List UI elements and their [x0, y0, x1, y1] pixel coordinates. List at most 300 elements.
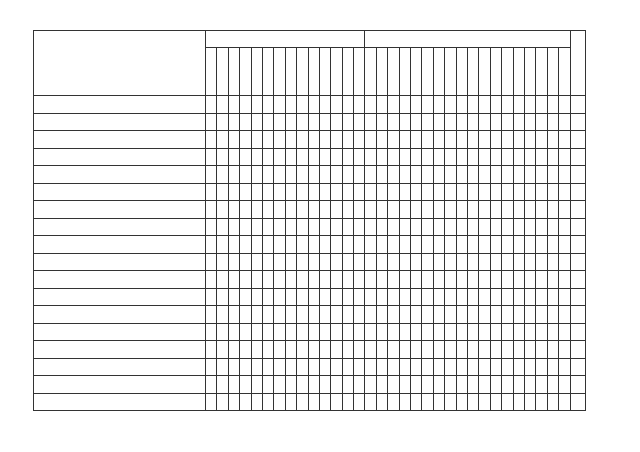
attendance-cell	[513, 131, 524, 149]
attendance-cell	[422, 131, 433, 149]
attendance-cell	[502, 358, 513, 376]
attendance-cell	[342, 218, 353, 236]
attendance-cell	[479, 271, 490, 289]
visitor-initial	[456, 48, 467, 65]
attendance-cell	[331, 306, 342, 324]
attendance-cell	[376, 376, 387, 394]
attendance-cell	[342, 271, 353, 289]
attendance-cell	[536, 358, 547, 376]
attendance-cell	[490, 288, 501, 306]
attendance-cell	[365, 218, 376, 236]
member-initial	[274, 48, 285, 65]
attendance-cell	[388, 218, 399, 236]
attendance-cell	[274, 201, 285, 219]
attendance-cell	[399, 288, 410, 306]
attendance-cell	[502, 218, 513, 236]
period-label	[34, 31, 206, 48]
attendance-cell	[297, 131, 308, 149]
attendance-cell	[490, 201, 501, 219]
row-label	[34, 218, 206, 236]
visitor-initial	[490, 79, 501, 96]
attendance-cell	[240, 96, 251, 114]
visitor-initial	[479, 48, 490, 65]
visitor-initial	[536, 64, 547, 79]
row-label	[34, 376, 206, 394]
attendance-cell	[206, 236, 217, 254]
attendance-cell	[513, 236, 524, 254]
attendance-cell	[536, 201, 547, 219]
attendance-cell	[467, 323, 478, 341]
attendance-cell	[433, 113, 444, 131]
attendance-cell	[467, 253, 478, 271]
attendance-cell	[490, 341, 501, 359]
attendance-cell	[399, 183, 410, 201]
row-total	[570, 306, 585, 324]
attendance-cell	[228, 166, 239, 184]
attendance-cell	[445, 253, 456, 271]
attendance-cell	[262, 148, 273, 166]
attendance-cell	[285, 306, 296, 324]
member-initial	[262, 48, 273, 65]
visitor-initial	[433, 64, 444, 79]
attendance-cell	[376, 341, 387, 359]
attendance-cell	[411, 96, 422, 114]
member-initial	[262, 64, 273, 79]
attendance-cell	[342, 288, 353, 306]
row-total	[570, 253, 585, 271]
row-label	[34, 288, 206, 306]
attendance-cell	[536, 218, 547, 236]
visitor-initial	[376, 64, 387, 79]
visitor-initial	[513, 48, 524, 65]
attendance-cell	[206, 323, 217, 341]
row-total	[570, 131, 585, 149]
visitor-initial	[376, 79, 387, 96]
member-initial	[274, 64, 285, 79]
attendance-cell	[251, 376, 262, 394]
attendance-cell	[479, 96, 490, 114]
attendance-cell	[399, 113, 410, 131]
attendance-cell	[411, 253, 422, 271]
attendance-cell	[513, 148, 524, 166]
member-initial	[240, 79, 251, 96]
attendance-cell	[308, 358, 319, 376]
attendance-cell	[502, 393, 513, 411]
attendance-cell	[354, 323, 365, 341]
attendance-cell	[342, 166, 353, 184]
attendance-cell	[513, 341, 524, 359]
attendance-cell	[524, 96, 535, 114]
attendance-cell	[331, 253, 342, 271]
attendance-cell	[399, 323, 410, 341]
attendance-cell	[262, 253, 273, 271]
row-total	[570, 201, 585, 219]
attendance-cell	[445, 358, 456, 376]
attendance-cell	[331, 323, 342, 341]
attendance-cell	[422, 183, 433, 201]
visitor-initial	[524, 79, 535, 96]
attendance-cell	[331, 341, 342, 359]
attendance-cell	[365, 341, 376, 359]
attendance-cell	[479, 376, 490, 394]
attendance-cell	[456, 341, 467, 359]
attendance-cell	[251, 131, 262, 149]
total-header	[570, 31, 585, 65]
attendance-cell	[206, 288, 217, 306]
attendance-cell	[559, 218, 570, 236]
meeting-row	[34, 148, 586, 166]
attendance-cell	[399, 358, 410, 376]
attendance-cell	[206, 306, 217, 324]
row-label	[34, 148, 206, 166]
attendance-cell	[319, 253, 330, 271]
attendance-cell	[547, 341, 558, 359]
attendance-cell	[547, 288, 558, 306]
attendance-cell	[331, 288, 342, 306]
member-initial	[308, 48, 319, 65]
attendance-cell	[388, 148, 399, 166]
attendance-cell	[285, 376, 296, 394]
member-initial	[217, 79, 228, 96]
attendance-cell	[217, 183, 228, 201]
visitor-initial	[422, 79, 433, 96]
attendance-cell	[399, 271, 410, 289]
attendance-cell	[479, 218, 490, 236]
attendance-cell	[319, 393, 330, 411]
attendance-cell	[297, 271, 308, 289]
row-total	[570, 358, 585, 376]
visitor-initial	[365, 48, 376, 65]
visitor-initial	[547, 64, 558, 79]
attendance-cell	[559, 393, 570, 411]
attendance-cell	[399, 376, 410, 394]
attendance-cell	[399, 201, 410, 219]
attendance-cell	[206, 166, 217, 184]
attendance-cell	[331, 96, 342, 114]
row-label	[34, 393, 206, 411]
attendance-cell	[251, 113, 262, 131]
attendance-cell	[433, 376, 444, 394]
attendance-cell	[251, 148, 262, 166]
attendance-cell	[365, 306, 376, 324]
meeting-row	[34, 166, 586, 184]
member-initial	[228, 79, 239, 96]
member-initial	[297, 64, 308, 79]
attendance-cell	[422, 288, 433, 306]
touring-total-row	[34, 376, 586, 394]
member-initial	[251, 48, 262, 65]
attendance-cell	[262, 166, 273, 184]
attendance-cell	[240, 393, 251, 411]
attendance-cell	[285, 218, 296, 236]
attendance-cell	[251, 306, 262, 324]
attendance-cell	[422, 218, 433, 236]
row-total	[570, 341, 585, 359]
attendance-cell	[536, 166, 547, 184]
attendance-cell	[445, 306, 456, 324]
attendance-cell	[262, 271, 273, 289]
row-total	[570, 183, 585, 201]
attendance-cell	[411, 271, 422, 289]
attendance-cell	[240, 148, 251, 166]
attendance-cell	[354, 271, 365, 289]
attendance-cell	[445, 218, 456, 236]
visitor-initial	[513, 79, 524, 96]
attendance-cell	[536, 96, 547, 114]
attendance-cell	[502, 166, 513, 184]
attendance-cell	[206, 201, 217, 219]
attendance-cell	[331, 183, 342, 201]
attendance-cell	[206, 358, 217, 376]
visitor-initial	[376, 48, 387, 65]
attendance-cell	[376, 166, 387, 184]
attendance-cell	[547, 113, 558, 131]
attendance-cell	[354, 113, 365, 131]
attendance-cell	[445, 148, 456, 166]
row-label	[34, 341, 206, 359]
attendance-cell	[422, 358, 433, 376]
attendance-cell	[274, 376, 285, 394]
attendance-cell	[342, 393, 353, 411]
attendance-cell	[285, 148, 296, 166]
attendance-cell	[433, 131, 444, 149]
member-initial	[354, 64, 365, 79]
attendance-cell	[456, 306, 467, 324]
attendance-cell	[365, 358, 376, 376]
attendance-cell	[376, 236, 387, 254]
attendance-cell	[524, 166, 535, 184]
attendance-cell	[490, 393, 501, 411]
attendance-cell	[308, 236, 319, 254]
total-header-2	[570, 79, 585, 96]
visitor-initial	[559, 64, 570, 79]
attendance-cell	[319, 358, 330, 376]
attendance-cell	[456, 323, 467, 341]
attendance-cell	[547, 131, 558, 149]
attendance-cell	[399, 236, 410, 254]
row-total	[570, 113, 585, 131]
member-initial	[331, 48, 342, 65]
attendance-cell	[319, 341, 330, 359]
attendance-cell	[433, 288, 444, 306]
attendance-cell	[388, 341, 399, 359]
attendance-cell	[502, 253, 513, 271]
attendance-cell	[524, 376, 535, 394]
attendance-cell	[456, 131, 467, 149]
attendance-cell	[411, 201, 422, 219]
attendance-cell	[331, 236, 342, 254]
attendance-cell	[559, 253, 570, 271]
member-initial	[206, 64, 217, 79]
attendance-cell	[365, 393, 376, 411]
row-total	[570, 236, 585, 254]
attendance-cell	[217, 166, 228, 184]
attendance-cell	[490, 218, 501, 236]
attendance-cell	[502, 183, 513, 201]
attendance-cell	[399, 96, 410, 114]
visitor-initial	[399, 64, 410, 79]
member-initial	[342, 64, 353, 79]
attendance-cell	[342, 253, 353, 271]
attendance-cell	[524, 218, 535, 236]
attendance-cell	[445, 166, 456, 184]
attendance-cell	[467, 306, 478, 324]
row-label	[34, 253, 206, 271]
attendance-cell	[262, 358, 273, 376]
attendance-cell	[513, 96, 524, 114]
grand-total-row	[34, 393, 586, 411]
member-initial	[228, 64, 239, 79]
attendance-cell	[388, 393, 399, 411]
attendance-cell	[308, 323, 319, 341]
visitor-initial	[547, 79, 558, 96]
attendance-cell	[331, 113, 342, 131]
attendance-cell	[399, 148, 410, 166]
attendance-cell	[456, 201, 467, 219]
attendance-cell	[319, 166, 330, 184]
attendance-cell	[479, 358, 490, 376]
attendance-cell	[376, 96, 387, 114]
attendance-cell	[228, 271, 239, 289]
attendance-cell	[502, 236, 513, 254]
attendance-cell	[206, 393, 217, 411]
attendance-cell	[297, 253, 308, 271]
attendance-cell	[524, 183, 535, 201]
attendance-cell	[376, 288, 387, 306]
attendance-cell	[365, 288, 376, 306]
attendance-cell	[467, 113, 478, 131]
attendance-cell	[445, 131, 456, 149]
attendance-cell	[262, 376, 273, 394]
attendance-cell	[319, 288, 330, 306]
attendance-cell	[262, 131, 273, 149]
attendance-table	[33, 30, 586, 411]
attendance-cell	[319, 131, 330, 149]
attendance-cell	[240, 376, 251, 394]
attendance-cell	[342, 306, 353, 324]
meeting-row	[34, 236, 586, 254]
visitor-initial	[467, 64, 478, 79]
attendance-cell	[433, 341, 444, 359]
visitor-initial	[467, 48, 478, 65]
attendance-cell	[524, 253, 535, 271]
attendance-cell	[559, 201, 570, 219]
attendance-cell	[274, 236, 285, 254]
attendance-cell	[251, 323, 262, 341]
attendance-cell	[285, 393, 296, 411]
member-initial	[308, 79, 319, 96]
attendance-cell	[433, 183, 444, 201]
attendance-cell	[388, 288, 399, 306]
attendance-cell	[217, 341, 228, 359]
attendance-cell	[285, 358, 296, 376]
attendance-cell	[502, 323, 513, 341]
attendance-cell	[422, 113, 433, 131]
member-header	[206, 31, 365, 48]
attendance-cell	[524, 201, 535, 219]
attendance-cell	[513, 201, 524, 219]
attendance-cell	[467, 288, 478, 306]
attendance-cell	[376, 323, 387, 341]
attendance-cell	[228, 148, 239, 166]
visitor-initial	[524, 64, 535, 79]
attendance-cell	[524, 131, 535, 149]
attendance-cell	[490, 131, 501, 149]
attendance-cell	[262, 306, 273, 324]
attendance-cell	[274, 271, 285, 289]
attendance-cell	[308, 306, 319, 324]
attendance-cell	[228, 253, 239, 271]
attendance-cell	[240, 166, 251, 184]
attendance-cell	[559, 148, 570, 166]
attendance-cell	[297, 236, 308, 254]
attendance-cell	[365, 183, 376, 201]
attendance-cell	[262, 201, 273, 219]
attendance-cell	[422, 96, 433, 114]
attendance-cell	[513, 183, 524, 201]
row-label	[34, 236, 206, 254]
attendance-cell	[422, 253, 433, 271]
attendance-cell	[388, 236, 399, 254]
attendance-cell	[502, 113, 513, 131]
attendance-cell	[308, 218, 319, 236]
attendance-cell	[479, 201, 490, 219]
attendance-cell	[479, 148, 490, 166]
attendance-cell	[513, 376, 524, 394]
attendance-cell	[513, 253, 524, 271]
attendance-cell	[479, 131, 490, 149]
attendance-cell	[388, 358, 399, 376]
attendance-cell	[547, 253, 558, 271]
attendance-cell	[354, 341, 365, 359]
attendance-cell	[217, 306, 228, 324]
visitor-initial	[411, 79, 422, 96]
attendance-cell	[490, 113, 501, 131]
visitor-initial	[456, 79, 467, 96]
attendance-cell	[388, 323, 399, 341]
attendance-cell	[354, 183, 365, 201]
attendance-cell	[240, 131, 251, 149]
attendance-cell	[411, 306, 422, 324]
attendance-cell	[297, 218, 308, 236]
member-initial	[217, 64, 228, 79]
visitor-initial	[445, 48, 456, 65]
attendance-cell	[547, 166, 558, 184]
attendance-cell	[445, 341, 456, 359]
attendance-cell	[319, 96, 330, 114]
attendance-cell	[274, 288, 285, 306]
touring-row	[34, 358, 586, 376]
attendance-cell	[502, 376, 513, 394]
attendance-cell	[342, 323, 353, 341]
attendance-cell	[433, 148, 444, 166]
attendance-cell	[399, 306, 410, 324]
attendance-cell	[251, 288, 262, 306]
attendance-cell	[559, 341, 570, 359]
attendance-cell	[411, 341, 422, 359]
attendance-cell	[399, 341, 410, 359]
attendance-cell	[524, 358, 535, 376]
attendance-cell	[365, 253, 376, 271]
member-initial	[354, 79, 365, 96]
attendance-cell	[274, 166, 285, 184]
attendance-cell	[422, 393, 433, 411]
attendance-cell	[354, 393, 365, 411]
attendance-cell	[217, 271, 228, 289]
attendance-cell	[411, 288, 422, 306]
member-initial	[285, 48, 296, 65]
attendance-cell	[536, 306, 547, 324]
